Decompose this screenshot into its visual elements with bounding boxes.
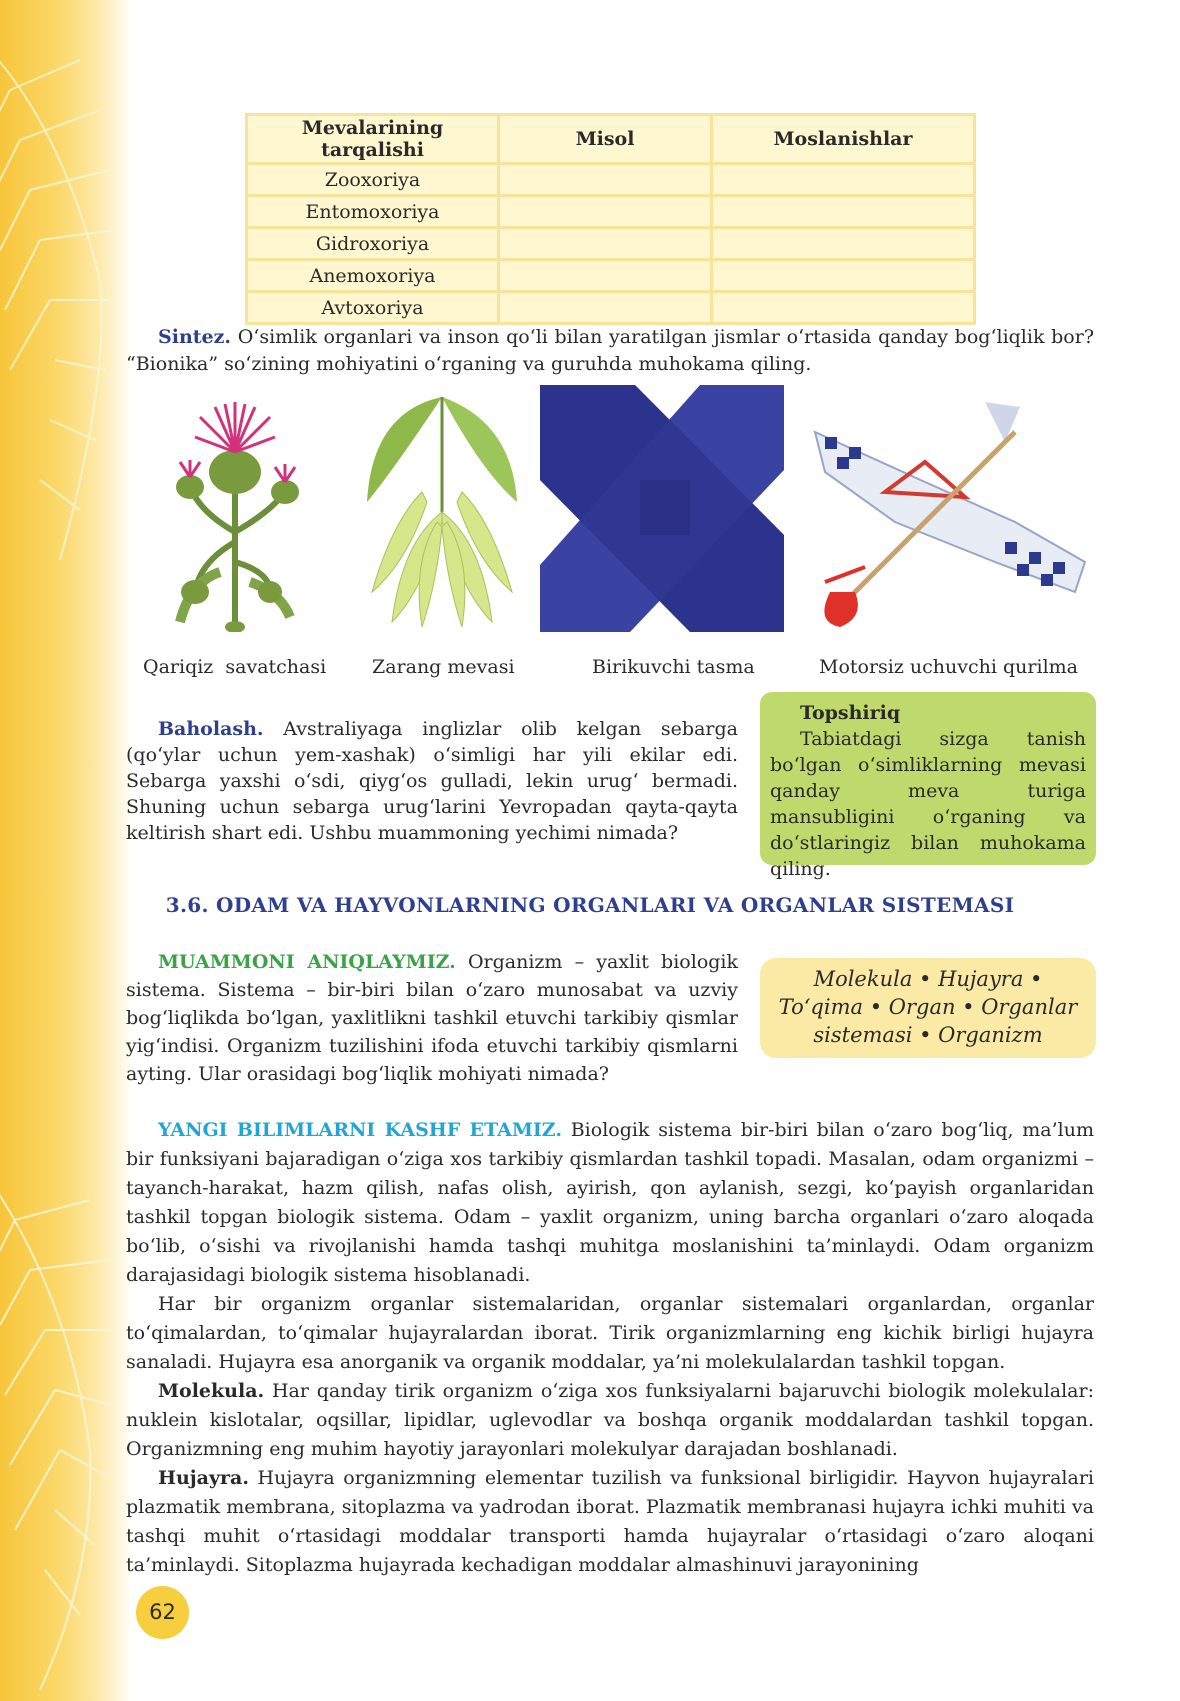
- yangi-text: Biologik sistema bir-biri bilan o‘zaro bog‘liq, ma’lum bir funksiyani bajaradigan o‘ziga xos tarkibiy qismlardan tashkil topadi. Masalan, odam organizmi – tayanch-harakat, hazm qilish, nafas olish, ayirish, qon aylanish, sezgi, ko‘payish organlaridan tashkil topgan biologik sistema. Odam – yaxlit organizm, uning barcha organlari o‘zaro aloqada bo‘lib, o‘sishi va rivojlanishi hamda tashqi muhitga moslanishini ta’minlaydi. Odam organizm darajasidagi biologik sistema hisoblanadi.: [126, 1119, 1094, 1286]
- yangi-paragraph: [126, 1116, 1094, 1290]
- section-heading: 3.6. ODAM VA HAYVONLARNING ORGANLARI VA ORGANLAR SISTEMASI: [165, 893, 1015, 917]
- baholash-paragraph: [126, 716, 738, 846]
- image-caption: Motorsiz uchuvchi qurilma: [819, 656, 1078, 678]
- table-cell: Gidroxoriya: [247, 228, 499, 260]
- keywords-line: sistemasi • Organizm: [813, 1023, 1043, 1047]
- table-header: Moslanishlar: [712, 115, 975, 164]
- hujayra-paragraph: [126, 1464, 1094, 1580]
- muammo-paragraph: [126, 948, 738, 1088]
- table-row: [247, 196, 975, 228]
- har-paragraph: Har bir organizm organlar sistemalaridan, organlar sistemalari organlardan, organlar to‘qimalardan, to‘qimalar hujayralardan iborat. Tirik organizmlarning eng kichik birligi hujayra sanaladi. Hujayra esa anorganik va organik moddalar, ya’ni molekulalardan tashkil topgan.: [126, 1293, 1094, 1373]
- fruit-dispersal-table: [245, 113, 976, 325]
- hujayra-text: Hujayra organizmning elementar tuzilish va funksional birligidir. Hayvon hujayralari plazmatik membrana, sitoplazma va yadrodan iborat. Plazmatik membranasi hujayra ichki muhiti va tashqi muhit o‘rtasidagi moddalar transporti hamda hujayralar o‘rtasidagi o‘zaro aloqani ta’minlaydi. Sitoplazma hujayrada kechadigan moddalar almashinuvi jarayonining: [126, 1467, 1094, 1576]
- yangi-label: YANGI BILIMLARNI KASHF ETAMIZ.: [158, 1119, 562, 1141]
- table-header-row: [247, 115, 975, 164]
- table-cell: Anemoxoriya: [247, 260, 499, 292]
- table-cell: Zooxoriya: [247, 164, 499, 196]
- velcro-tape-image: [540, 385, 784, 632]
- table-row: [247, 260, 975, 292]
- keywords-line: To‘qima • Organ • Organlar: [778, 995, 1078, 1019]
- keywords-box: [760, 958, 1096, 1058]
- hujayra-label: Hujayra.: [158, 1467, 249, 1489]
- baholash-label: Baholash.: [158, 718, 264, 740]
- sintez-label: Sintez.: [158, 326, 232, 348]
- baholash-text: Avstraliyaga inglizlar olib kelgan sebarga (qo‘ylar uchun yem-xashak) o‘simligi har yili ekilar edi. Sebarga yaxshi o‘sdi, qiyg‘os gulladi, lekin urug‘ bermadi. Shuning uchun sebarga urug‘larini Yevropadan qayta-qayta keltirish shart edi. Ushbu muammoning yechimi nimada?: [126, 718, 738, 844]
- image-caption: Qariqiz savatchasi: [143, 656, 327, 678]
- table-row: [247, 228, 975, 260]
- task-title: Topshiriq: [800, 702, 901, 724]
- sintez-text: O‘simlik organlari va inson qo‘li bilan yaratilgan jismlar o‘rtasida qanday bog‘liqlik bor? “Bionika” so‘zining mohiyatini o‘rganing va guruhda muhokama qiling.: [126, 326, 1094, 375]
- task-text: Tabiatdagi sizga tanish bo‘lgan o‘simliklarning mevasi qanday meva turiga mansubligini o‘rganing va do‘stlaringiz bilan muhokama qiling.: [770, 728, 1086, 880]
- muammo-text: Organizm – yaxlit biologik sistema. Sistema – bir-biri bilan o‘zaro munosabat va uzviy bog‘liqlikda bo‘lgan, yaxlitlikni tashkil etuvchi tarkibiy qismlar yig‘indisi. Organizm tuzilishini ifoda etuvchi tarkibiy qismlarni ayting. Ular orasidagi bog‘liqlik mohiyati nimada?: [126, 951, 739, 1085]
- page-number: 62: [136, 1586, 189, 1639]
- molekula-label: Molekula.: [158, 1380, 265, 1402]
- sintez-paragraph: [126, 324, 1094, 378]
- thistle-image: [160, 392, 310, 632]
- table-row: [247, 292, 975, 324]
- image-caption: Birikuvchi tasma: [592, 656, 755, 678]
- table-header: Misol: [499, 115, 712, 164]
- table-cell: Entomoxoriya: [247, 196, 499, 228]
- glider-image: [805, 392, 1095, 632]
- keywords-line: Molekula • Hujayra •: [813, 967, 1043, 991]
- image-caption: Zarang mevasi: [372, 656, 515, 678]
- maple-seed-image: [352, 392, 532, 632]
- task-box: [760, 692, 1096, 880]
- table-header: Mevalarining tarqalishi: [247, 115, 499, 164]
- table-row: [247, 164, 975, 196]
- molekula-paragraph: [126, 1377, 1094, 1464]
- muammo-label: MUAMMONI ANIQLAYMIZ.: [158, 951, 456, 973]
- molekula-text: Har qanday tirik organizm o‘ziga xos funksiyalarni bajaruvchi biologik molekulalar: nuklein kislotalar, oqsillar, lipidlar, uglevodlar va boshqa organik moddalardan tashkil topgan. Organizmning eng muhim hayotiy jarayonlari molekulyar darajadan boshlanadi.: [126, 1380, 1094, 1460]
- table-cell: Avtoxoriya: [247, 292, 499, 324]
